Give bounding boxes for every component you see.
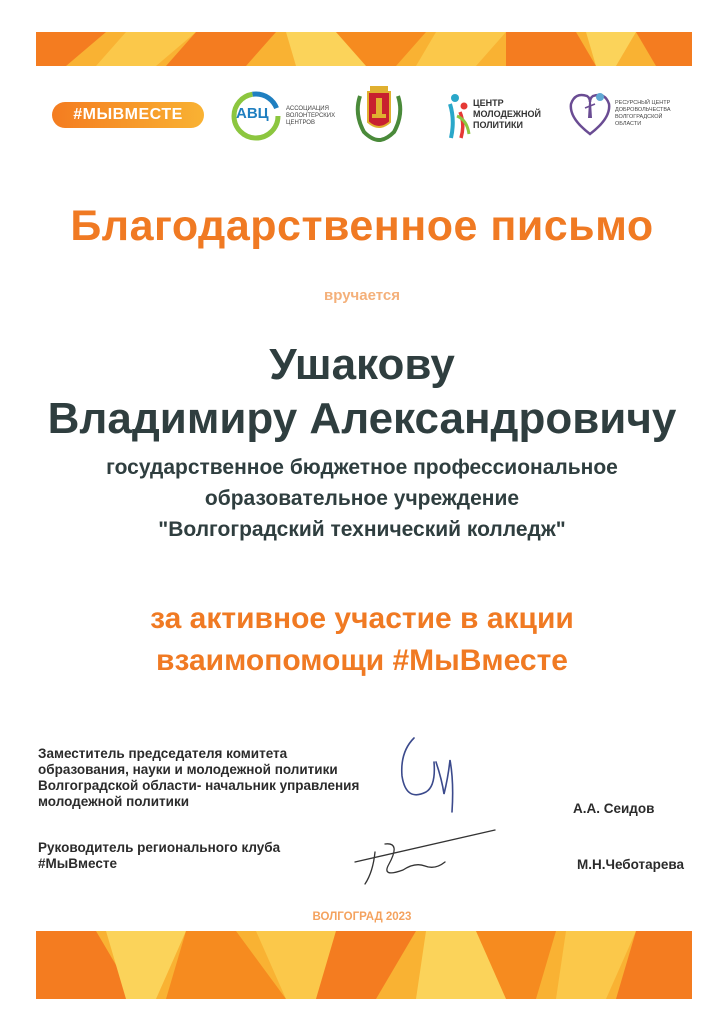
people-figures-icon xyxy=(447,90,471,142)
org-line-2: образовательное учреждение xyxy=(204,487,520,510)
signatory-1-line: молодежной политики xyxy=(38,794,190,809)
youth-policy-center-logo xyxy=(447,88,557,142)
top-decorative-banner xyxy=(36,32,692,66)
organization xyxy=(0,452,724,545)
bottom-decorative-banner xyxy=(36,931,692,999)
signatory-2-position xyxy=(38,840,338,872)
signatory-1-position xyxy=(38,746,378,810)
avc-abbrev: АВЦ xyxy=(236,105,269,122)
award-reason xyxy=(0,598,724,682)
signatory-1-name: А.А. Сеидов xyxy=(573,801,655,816)
avc-full-name: АССОЦИАЦИЯ ВОЛОНТЕРСКИХ ЦЕНТРОВ xyxy=(286,106,336,126)
org-line-1: государственное бюджетное профессиональное xyxy=(106,456,618,479)
certificate-title: Благодарственное письмо xyxy=(70,202,654,250)
signatory-2-line: #МыВместе xyxy=(38,856,117,871)
signatory-2-name: М.Н.Чеботарева xyxy=(577,857,685,872)
recipient-name xyxy=(0,338,724,446)
signature-1-icon xyxy=(392,732,482,818)
recipient-surname: Ушакову xyxy=(269,340,455,389)
org-line-3: "Волгоградский технический колледж" xyxy=(158,518,566,541)
avc-logo xyxy=(230,88,340,142)
reason-line-1: за активное участие в акции xyxy=(150,602,574,635)
center-line-2: МОЛОДЕЖНОЙ xyxy=(473,109,541,119)
resource-center-logo xyxy=(567,86,675,142)
volgograd-emblem-icon xyxy=(350,84,408,149)
signatory-1-line: Заместитель председателя комитета xyxy=(38,746,288,761)
resource-center-name: РЕСУРСНЫЙ ЦЕНТР ДОБРОВОЛЬЧЕСТВА ВОЛГОГРАДСКОЙ ОБЛАСТИ xyxy=(615,100,671,127)
certificate-subtitle: вручается xyxy=(324,287,400,304)
center-line-3: ПОЛИТИКИ xyxy=(473,120,523,130)
heart-monument-icon xyxy=(567,88,613,140)
logos-row xyxy=(52,84,672,144)
center-line-1: ЦЕНТР xyxy=(473,98,504,108)
signatory-1-line: образования, науки и молодежной политики xyxy=(38,762,338,777)
signatory-2-line: Руководитель регионального клуба xyxy=(38,840,281,855)
signature-2-icon xyxy=(345,822,505,892)
reason-line-2: взаимопомощи #МыВместе xyxy=(156,644,568,677)
footer-city-year: ВОЛГОГРАД 2023 xyxy=(312,911,412,923)
recipient-given-names: Владимиру Александровичу xyxy=(47,394,677,443)
hashtag-logo: #МЫВМЕСТЕ xyxy=(52,102,204,128)
signatory-1-line: Волгоградской области- начальник управления xyxy=(38,778,360,793)
